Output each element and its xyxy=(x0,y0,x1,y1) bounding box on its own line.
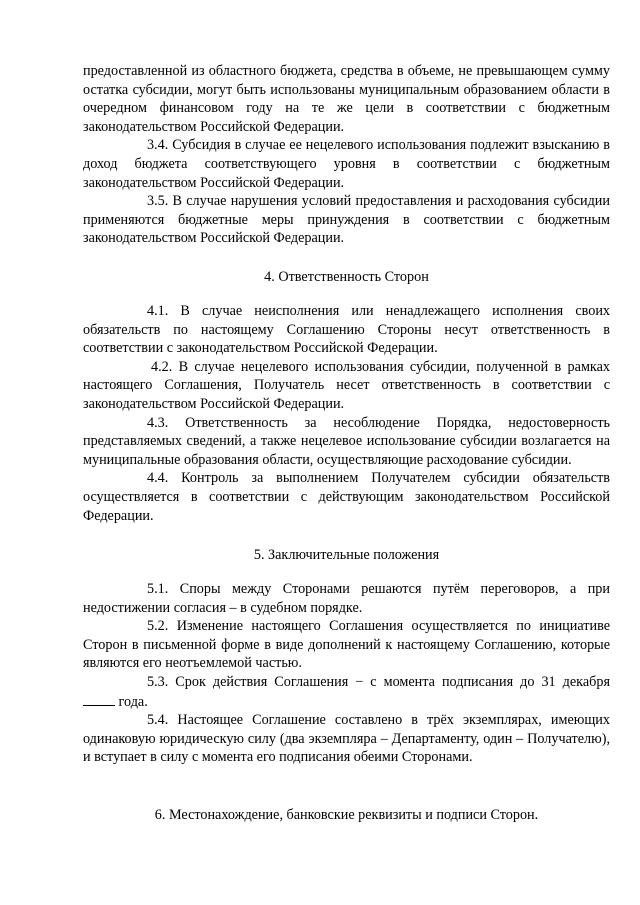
section-6-title: 6. Местонахождение, банковские реквизиты и подписи Сторон. xyxy=(154,807,539,823)
section-4-title: 4. Ответственность Сторон xyxy=(264,269,429,285)
paragraph-4-1: 4.1. В случае неисполнения или ненадлежащего исполнения своих обязательств по настоящему Соглашению Стороны несут ответственность в соответствии с законодательством Российской Федерации. xyxy=(83,303,610,357)
paragraph-5-4: 5.4. Настоящее Соглашение составлено в трёх экземплярах, имеющих одинаковую юридическую силу (два экземпляра – Департаменту, один – Получателю), и вступает в силу с момента его подписания обеими Сторонами. xyxy=(83,712,610,766)
paragraph-4-2: 4.2. В случае нецелевого использования субсидии, полученной в рамках настоящего Соглашения, Получатель несет ответственность в соответствии с законодательством Российской Федерации. xyxy=(83,358,610,412)
section-5-title: 5. Заключительные положения xyxy=(253,547,440,563)
paragraph-5-3-text: 5.3. Срок действия Соглашения − с момента подписания до 31 декабря xyxy=(147,673,610,690)
paragraph-3-3-continuation: предоставленной из областного бюджета, средства в объеме, не превышающем сумму остатка субсидии, могут быть использованы муниципальным образованием области в очередном финансовом году на те же цели в соответствии с бюджетным законодательством Российской Федерации. xyxy=(83,63,610,135)
section-4-body xyxy=(83,302,610,525)
section-3-continuation xyxy=(83,62,610,248)
paragraph-5-1: 5.1. Споры между Сторонами решаются путём переговоров, а при недостижении согласия – в судебном порядке. xyxy=(83,581,610,616)
paragraph-3-4: 3.4. Субсидия в случае ее нецелевого использования подлежит взысканию в доход бюджета соответствующего уровня в соответствии с бюджетным законодательством Российской Федерации. xyxy=(83,137,610,191)
paragraph-4-4: 4.4. Контроль за выполнением Получателем субсидии обязательств осуществляется в соответствии с действующим законодательством Российской Федерации. xyxy=(83,470,610,524)
section-5-body xyxy=(83,580,610,767)
paragraph-5-2: 5.2. Изменение настоящего Соглашения осуществляется по инициативе Сторон в письменной форме в виде дополнений к настоящему Соглашению, которые являются его неотъемлемой частью. xyxy=(83,618,610,672)
paragraph-3-5: 3.5. В случае нарушения условий предоставления и расходования субсидии применяются бюджетные меры принуждения в соответствии с бюджетным законодательством Российской Федерации. xyxy=(83,193,610,247)
year-blank-line xyxy=(83,692,115,706)
paragraph-5-3-year-suffix: года. xyxy=(118,693,148,710)
paragraph-4-3: 4.3. Ответственность за несоблюдение Порядка, недостоверность представляемых сведений, а также нецелевое использование субсидии возлагается на муниципальные образования области, осуществляющие расходование субсидии. xyxy=(83,414,610,468)
paragraph-5-3 xyxy=(83,673,610,711)
